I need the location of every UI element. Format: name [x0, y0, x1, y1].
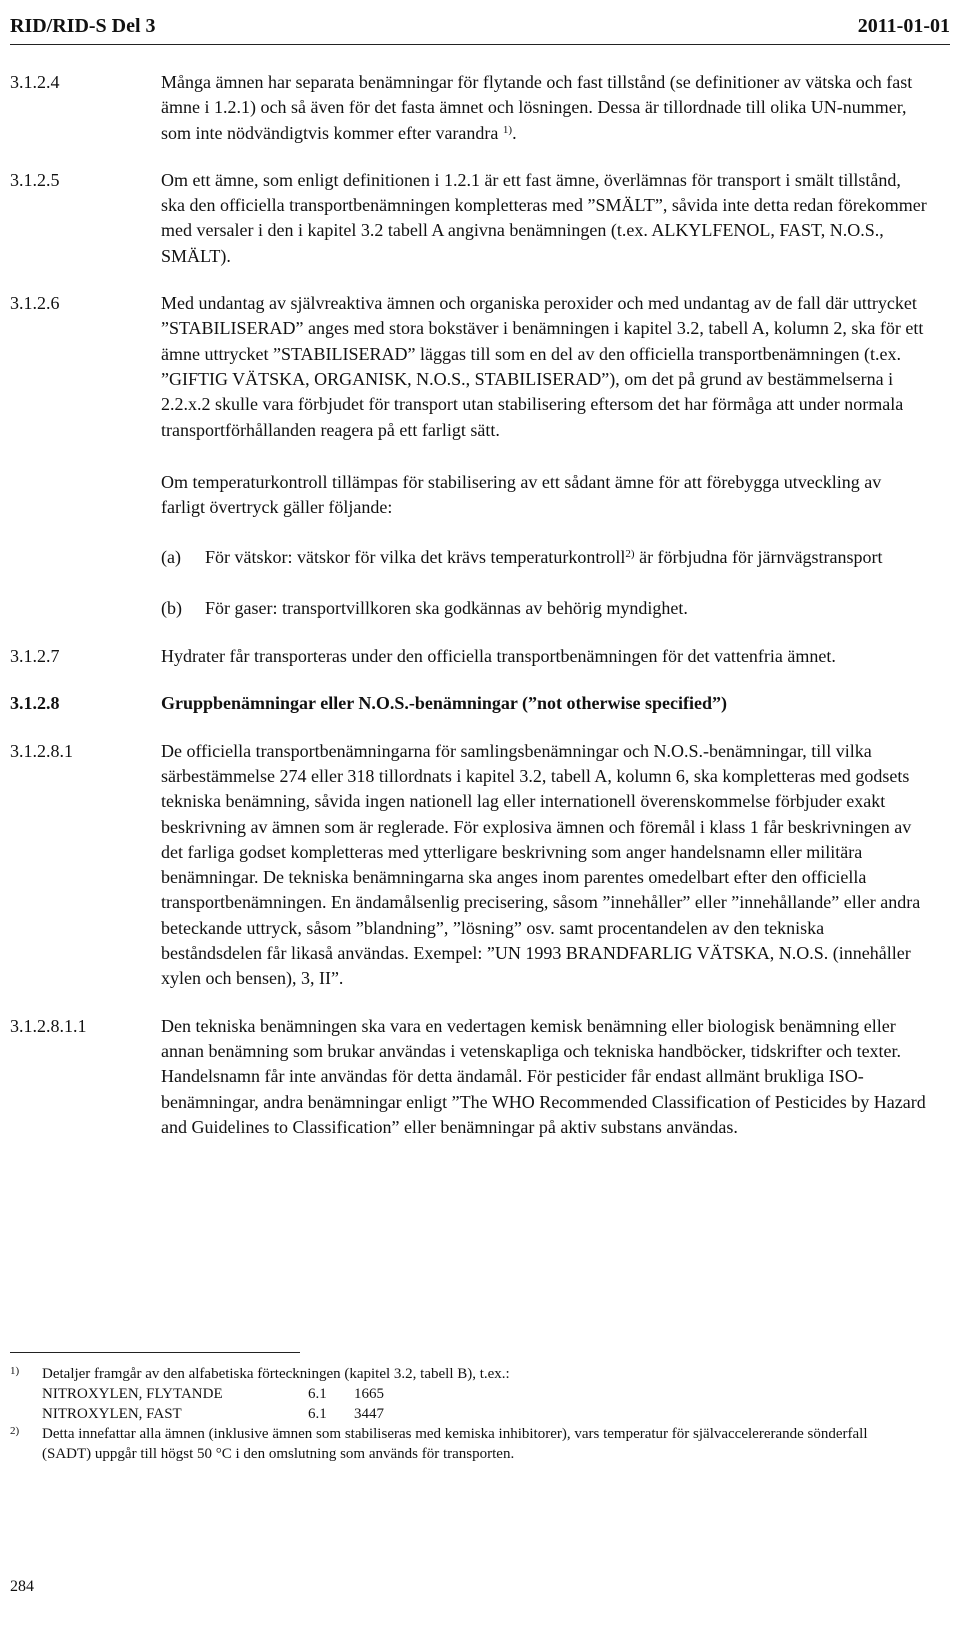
substance-name: NITROXYLEN, FLYTANDE [42, 1386, 223, 1402]
list-item-label: (b) [161, 597, 182, 618]
substance-name: NITROXYLEN, FAST [42, 1406, 182, 1422]
page-number: 284 [10, 1578, 34, 1595]
page-header [10, 8, 950, 45]
footnote-marker: 2) [10, 1425, 20, 1437]
footnote-text: Detaljer framgår av den alfabetiska förteckningen (kapitel 3.2, tabell B), t.ex.: [42, 1366, 510, 1382]
section-body [161, 70, 927, 146]
section-text: De officiella transportbenämningarna för samlingsbenämningar och N.O.S.-benämningar, till vilka särbestämmelse 274 eller 318 tillordnats i kapitel 3.2, tabell A, kolumn 6, ska kompletteras med godsets tekniska benämning, såvida ingen nationell lag eller internationell överenskommelse förbjuder exakt beskrivning av ämnen som är reglerade. För explosiva ämnen och föremål i klass 1 får beskrivningen av det farliga godset kompletteras med ytterligare beskrivning som anger handelsnamn eller militära benämningar. De tekniska benämningarna ska anges inom parentes omedelbart efter den officiella transportbenämningen. En ändamålsenlig precisering, såsom ”innehåller” eller ”innehållande” eller andra beteckande uttryck, såsom ”blandning”, ”lösning” osv. samt procentandelen av den tekniska beståndsdelen får likaså användas. Exempel: ”UN 1993 BRANDFARLIG VÄTSKA, N.O.S. (innehåller xylen och bensen), 3, II”. [161, 740, 921, 989]
list-item-text: För vätskor: vätskor för vilka det krävs temperaturkontroll$^{2)}$ är förbjudna för järnvägstransport [205, 547, 883, 568]
footnote-example-row [42, 1404, 890, 1424]
list-item-text: För gaser: transportvillkoren ska godkännas av behörig myndighet. [205, 597, 688, 618]
footnote-ref: 2) [625, 548, 635, 561]
section-3-1-2-5 [10, 168, 940, 269]
list-item-label: (a) [161, 547, 181, 568]
footnote-2 [10, 1424, 890, 1464]
section-paragraph-2: Om temperaturkontroll tillämpas för stabilisering av ett sådant ämne för att förebygga utveckling av farligt övertryck gäller följande: [161, 471, 882, 518]
section-3-1-2-4 [10, 70, 940, 146]
un-number: 3447 [354, 1406, 384, 1422]
section-3-1-2-8-1-1 [10, 1014, 940, 1140]
footnotes [10, 1364, 890, 1464]
section-text: Hydrater får transporteras under den officiella transportbenämningen för det vattenfria ämnet. [161, 646, 836, 667]
section-number: 3.1.2.8.1.1 [10, 1015, 87, 1036]
section-number: 3.1.2.5 [10, 169, 60, 190]
section-number: 3.1.2.8.1 [10, 740, 73, 761]
section-body [161, 168, 927, 269]
header-document-title: RID/RID-S Del 3 [10, 14, 156, 37]
header-date: 2011-01-01 [857, 14, 950, 37]
list-item-a [161, 545, 927, 570]
list-item-b [161, 596, 927, 621]
section-number: 3.1.2.6 [10, 293, 60, 314]
section-number: 3.1.2.8 [10, 693, 60, 714]
section-heading [161, 691, 927, 716]
footnote-body [42, 1364, 890, 1424]
section-body [161, 644, 927, 669]
section-number: 3.1.2.4 [10, 72, 60, 92]
section-body [161, 1014, 927, 1140]
footnote-1 [10, 1364, 890, 1424]
section-text: Den tekniska benämningen ska vara en vedertagen kemisk benämning eller biologisk benämning eller annan benämning som brukar användas i vetenskapliga och tekniska handböcker, tidskrifter och texter. Handelsnamn får inte användas för detta ändamål. För pesticider får endast allmänt brukliga ISO-benämningar, andra benämningar enligt ”The WHO Recommended Classification of Pesticides by Hazard and Guidelines to Classification” eller benämningar på aktiv substans användas. [161, 1015, 926, 1137]
section-text: Om ett ämne, som enligt definitionen i 1.2.1 är ett fast ämne, överlämnas för transport i smält tillstånd, ska den officiella transportbenämningen kompletteras med ”SMÄLT”, såvida inte detta redan förekommer med versaler i den i kapitel 3.2 tabell A angivna benämningen (t.ex. ALKYLFENOL, FAST, N.O.S., SMÄLT). [161, 169, 927, 266]
section-body [161, 291, 927, 621]
section-3-1-2-6 [10, 291, 940, 621]
footnote-ref: 1) [502, 123, 513, 136]
page-content [10, 70, 940, 1140]
footnote-separator [10, 1352, 300, 1353]
footnote-example-row [42, 1384, 890, 1404]
section-text: Många ämnen har separata benämningar för flytande och fast tillstånd (se definitioner av vätska och fast ämne i 1.2.1) och så även för det fasta ämnet och lösningen. Dessa är tillordnade till olika UN-nummer, som inte nödvändigtvis kommer efter varandra [161, 72, 913, 143]
un-number: 1665 [354, 1386, 384, 1402]
class-number: 6.1 [308, 1406, 327, 1422]
section-text-end: . [512, 122, 517, 143]
class-number: 6.1 [308, 1386, 327, 1402]
section-body [161, 739, 927, 992]
section-paragraph-1: Med undantag av självreaktiva ämnen och organiska peroxider och med undantag av de fall där uttrycket ”STABILISERAD” anges med stora bokstäver i benämningen i kapitel 3.2, tabell A, kolumn 2, ska för ett ämne uttrycket ”STABILISERAD” läggas till som en del av den officiella transportbenämningen (t.ex. ”GIFTIG VÄTSKA, ORGANISK, N.O.S., STABILISERAD”), om det på grund av bestämmelserna i 2.2.x.2 skulle vara förbjudet för transport utan stabilisering eftersom det har förmåga att under normala transportförhållanden reagera på ett farligt sätt. [161, 293, 924, 440]
section-number: 3.1.2.7 [10, 646, 60, 667]
section-3-1-2-7 [10, 644, 940, 669]
section-heading-text: Gruppbenämningar eller N.O.S.-benämningar (”not otherwise specified”) [161, 693, 728, 714]
section-3-1-2-8-1 [10, 739, 940, 992]
section-3-1-2-8 [10, 691, 940, 716]
footnote-text: Detta innefattar alla ämnen (inklusive ämnen som stabiliseras med kemiska inhibitorer), vars temperatur för självaccelererande sönderfall (SADT) uppgår till högst 50 °C i den omslutning som används för transporten. [42, 1426, 868, 1462]
footnote-marker: 1) [10, 1365, 20, 1377]
